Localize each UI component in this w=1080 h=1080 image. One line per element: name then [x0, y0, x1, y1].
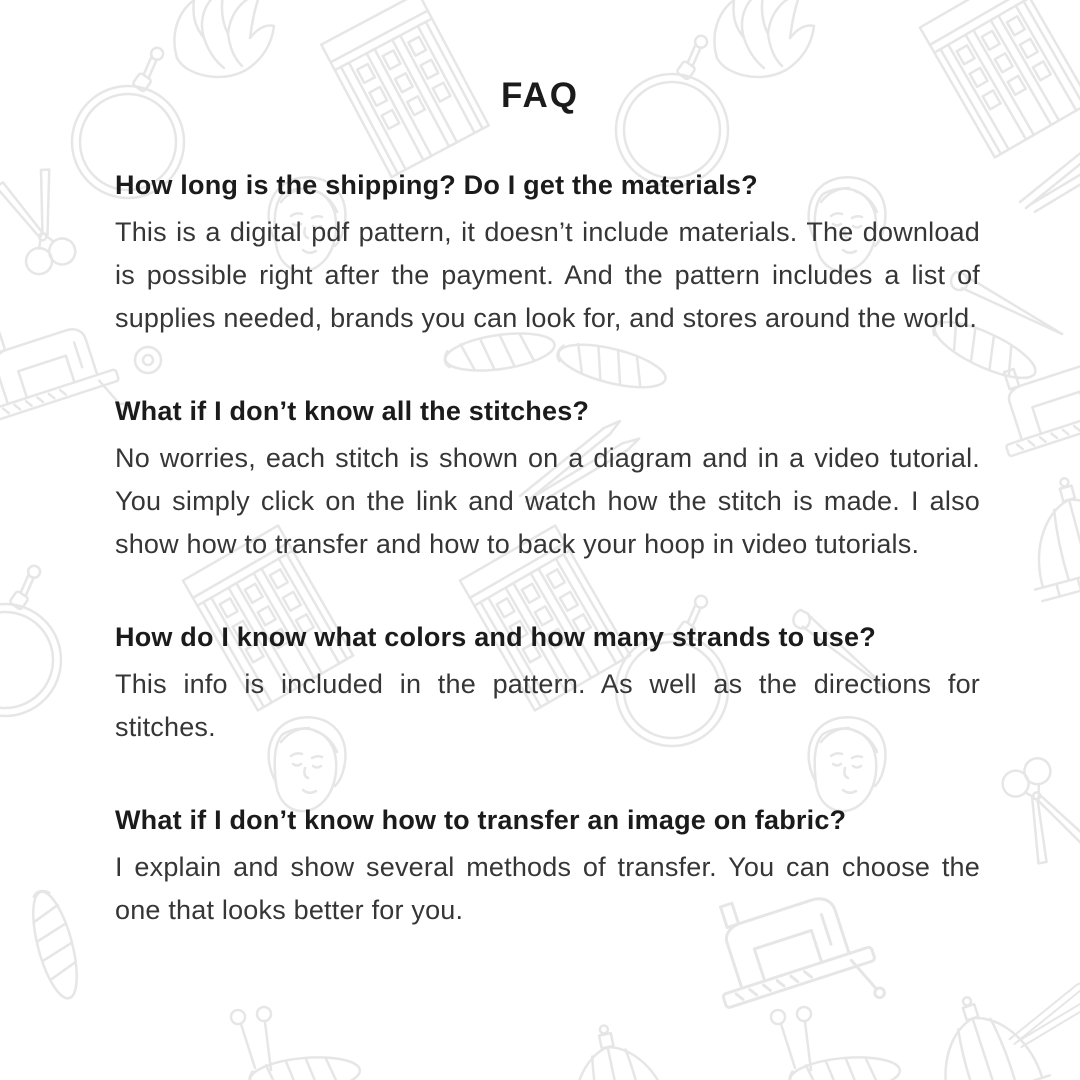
- faq-answer: This is a digital pdf pattern, it doesn’t include materials. The download is possible right after the payment. And the pattern includes a list of supplies needed, brands you can look for, and stores around the world.: [115, 217, 980, 333]
- faq-item: [115, 394, 980, 566]
- faq-answer: No worries, each stitch is shown on a diagram and in a video tutorial. You simply click on the link and watch how the stitch is made. I also show how to transfer and how to back your hoop in video tutorials.: [115, 443, 980, 559]
- faq-list: [115, 168, 980, 932]
- faq-question: What if I don’t know how to transfer an image on fabric?: [115, 805, 847, 835]
- faq-answer: I explain and show several methods of transfer. You can choose the one that looks better for you.: [115, 852, 980, 925]
- faq-answer: This info is included in the pattern. As well as the directions for stitches.: [115, 669, 980, 742]
- faq-question: How long is the shipping? Do I get the materials?: [115, 170, 758, 200]
- faq-item: [115, 620, 980, 749]
- faq-question: How do I know what colors and how many strands to use?: [115, 622, 876, 652]
- page-title: FAQ: [501, 76, 579, 115]
- faq-question: What if I don’t know all the stitches?: [115, 396, 590, 426]
- faq-item: [115, 168, 980, 340]
- faq-item: [115, 803, 980, 932]
